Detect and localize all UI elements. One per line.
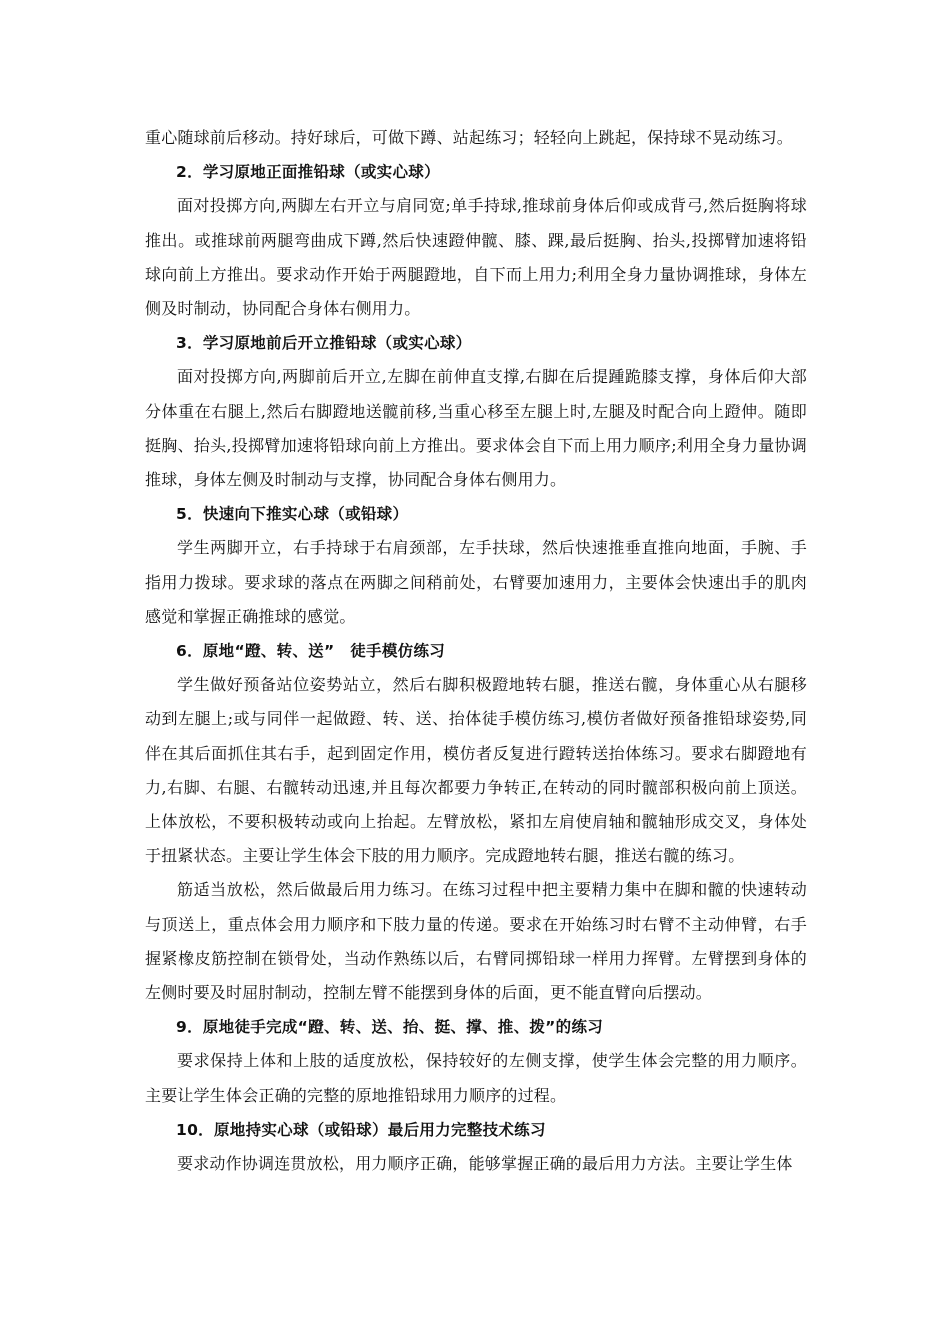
- section-heading-5: 5．快速向下推实心球（或铅球）: [176, 505, 409, 524]
- section-heading-10: 10．原地持实心球（或铅球）最后用力完整技术练习: [176, 1120, 546, 1139]
- paragraph-section-6-continued: 筋适当放松，然后做最后用力练习。在练习过程中把主要精力集中在脚和髋的快速转动与顶送上，重点体会用力顺序和下肢力量的传递。要求在开始练习时右臂不主动伸臂，右手握紧橡皮筋控制在锁骨处，当动作熟练以后，右臂同掷铅球一样用力挥臂。左臂摆到身体的左侧时要及时屈肘制动，控制左臂不能摆到身体的后面，更不能直臂向后摆动。: [145, 880, 807, 1003]
- section-heading-2: 2．学习原地正面推铅球（或实心球）: [176, 163, 440, 182]
- section-heading-3: 3．学习原地前后开立推铅球（或实心球）: [176, 334, 472, 353]
- paragraph-section-5: 学生两脚开立，右手持球于右肩颈部，左手扶球，然后快速推垂直推向地面，手腕、手指用力拨球。要求球的落点在两脚之间稍前处，右臂要加速用力，主要体会快速出手的肌肉感觉和掌握正确推球的感觉。: [145, 538, 807, 626]
- paragraph-section-2: 面对投掷方向,两脚左右开立与肩同宽;单手持球,推球前身体后仰或成背弓,然后挺胸将球推出。或推球前两腿弯曲成下蹲,然后快速蹬伸髋、膝、踝,最后挺胸、抬头,投掷臂加速将铅球向前上方推出。要求动作开始于两腿蹬地，自下而上用力;利用全身力量协调推球，身体左侧及时制动，协同配合身体右侧用力。: [145, 196, 807, 319]
- paragraph-section-9: 要求保持上体和上肢的适度放松，保持较好的左侧支撑，使学生体会完整的用力顺序。主要让学生体会正确的完整的原地推铅球用力顺序的过程。: [145, 1051, 807, 1105]
- section-heading-9: 9．原地徒手完成“蹬、转、送、抬、挺、撑、推、拨”的练习: [176, 1018, 604, 1037]
- document-body: [145, 121, 807, 1181]
- paragraph-section-3: 面对投掷方向,两脚前后开立,左脚在前伸直支撑,右脚在后提踵跪膝支撑，身体后仰大部分体重在右腿上,然后右脚蹬地送髋前移,当重心移至左腿上时,左腿及时配合向上蹬伸。随即挺胸、抬头,投掷臂加速将铅球向前上方推出。要求体会自下而上用力顺序;利用全身力量协调推球，身体左侧及时制动与支撑，协同配合身体右侧用力。: [145, 367, 807, 490]
- paragraph-section-10: 要求动作协调连贯放松，用力顺序正确，能够掌握正确的最后用力方法。主要让学生体: [177, 1154, 793, 1174]
- paragraph-intro: 重心随球前后移动。持好球后，可做下蹲、站起练习；轻轻向上跳起，保持球不晃动练习。: [145, 128, 794, 147]
- section-heading-6: 6．原地“蹬、转、送” 徒手模仿练习: [176, 642, 446, 661]
- paragraph-section-6: 学生做好预备站位姿势站立，然后右脚积极蹬地转右腿，推送右髋，身体重心从右腿移动到左腿上;或与同伴一起做蹬、转、送、抬体徒手模仿练习,模仿者做好预备推铅球姿势,同伴在其后面抓住其右手，起到固定作用，模仿者反复进行蹬转送抬体练习。要求右脚蹬地有力,右脚、右腿、右髋转动迅速,并且每次都要力争转正,在转动的同时髋部积极向前上顶送。上体放松，不要积极转动或向上抬起。左臂放松，紧扣左肩使肩轴和髋轴形成交叉，身体处于扭紧状态。主要让学生体会下肢的用力顺序。完成蹬地转右腿，推送右髋的练习。: [145, 675, 807, 866]
